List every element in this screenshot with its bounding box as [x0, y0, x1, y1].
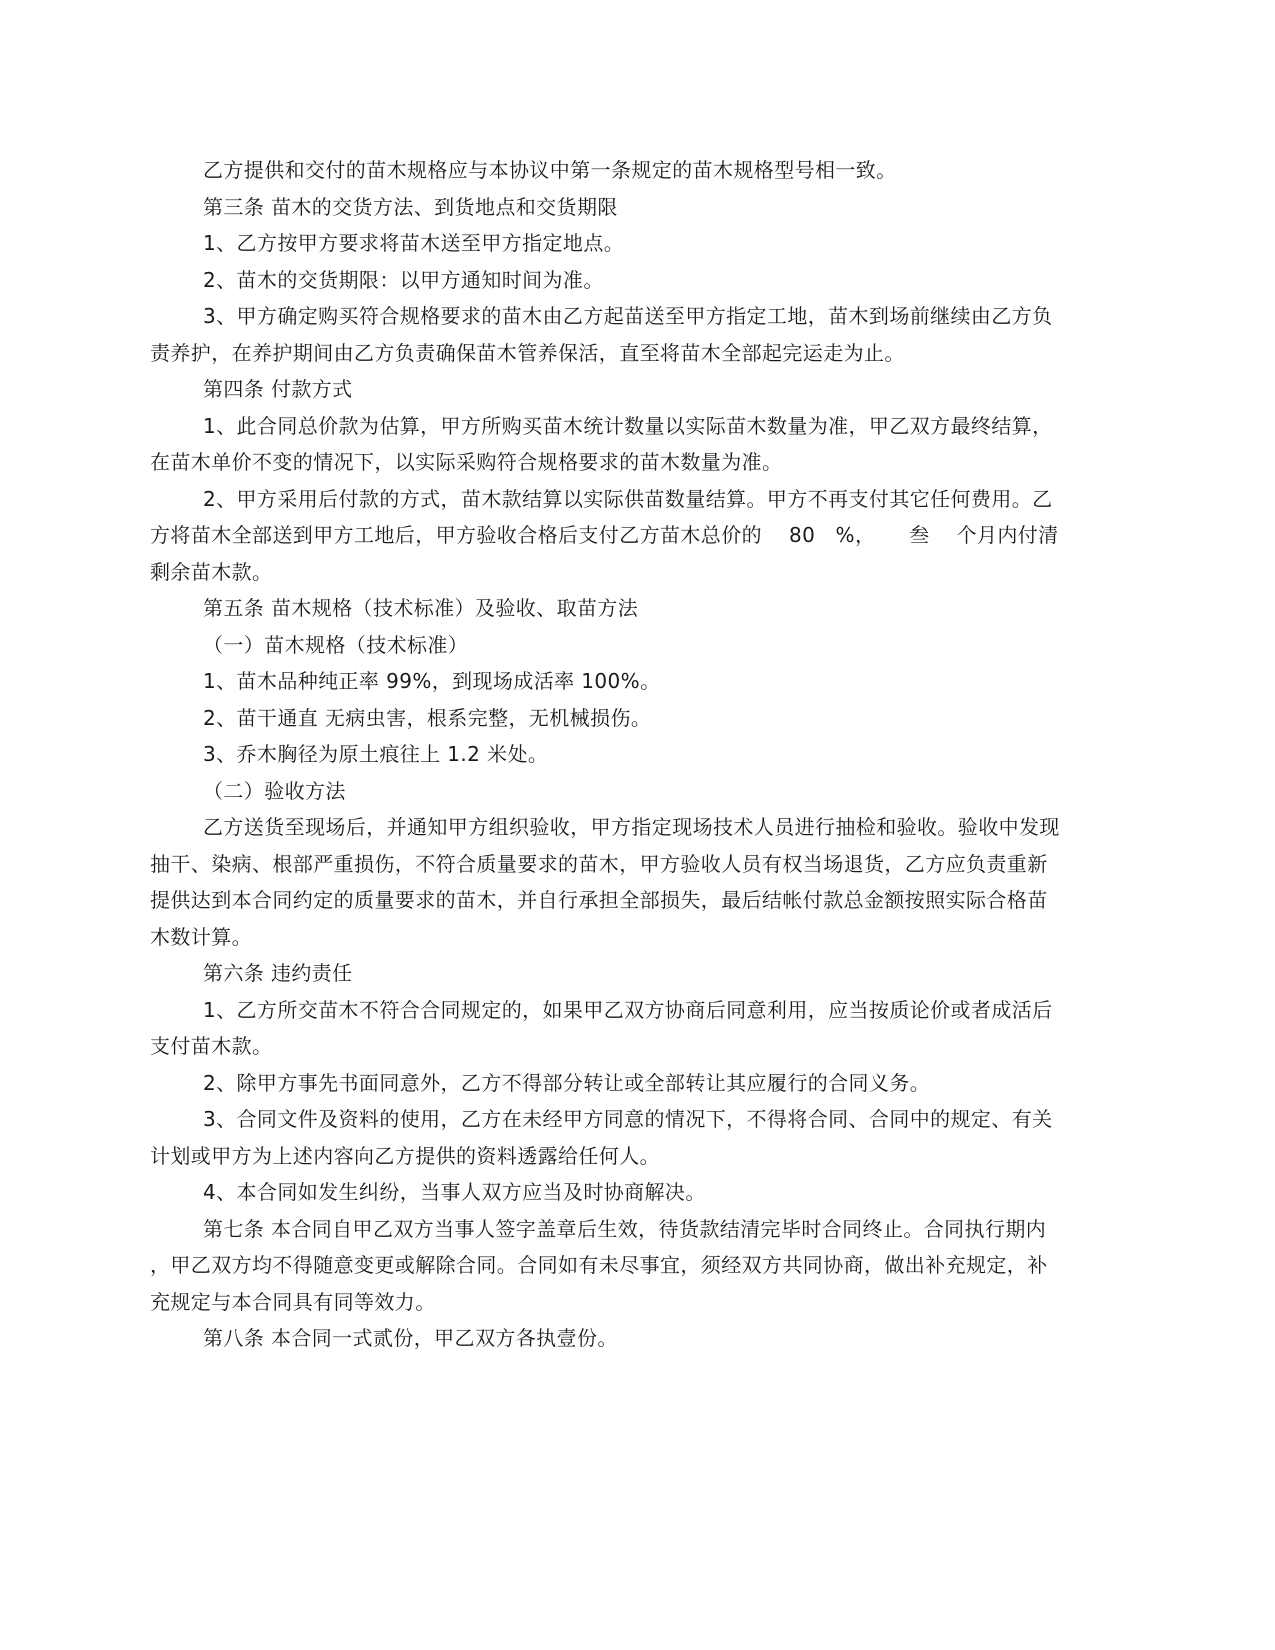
section-1-heading: （一）苗木规格（技术标准）: [203, 632, 469, 657]
article-6-item-1-line-2: 支付苗木款。: [150, 1034, 273, 1058]
section-1-item-3: 3、乔木胸径为原土痕往上 1.2 米处。: [203, 742, 549, 766]
article-6-item-4: 4、本合同如发生纠纷，当事人双方应当及时协商解决。: [203, 1180, 706, 1204]
section-2-body: [150, 809, 1125, 955]
section-2-line-1: 乙方送货至现场后，并通知甲方组织验收，甲方指定现场技术人员进行抽检和验收。验收中发现: [203, 815, 1060, 839]
article-7-line-3: 充规定与本合同具有同等效力。: [150, 1289, 436, 1314]
article-6-item-3-line-2: 计划或甲方为上述内容向乙方提供的资料透露给任何人。: [150, 1143, 660, 1168]
section-1-item-1: 1、苗木品种纯正率 99%，到现场成活率 100%。: [203, 669, 661, 693]
section-2-line-4: 木数计算。: [150, 924, 252, 949]
article-4-item-1: [150, 408, 1125, 481]
article-3-heading: 第三条 苗木的交货方法、到货地点和交货期限: [203, 194, 618, 219]
article-3-item-1: 1、乙方按甲方要求将苗木送至甲方指定地点。: [203, 231, 625, 255]
section-2-line-2: 抽干、染病、根部严重损伤，不符合质量要求的苗木，甲方验收人员有权当场退货，乙方应负责重新: [150, 851, 1048, 876]
article-8: 第八条 本合同一式贰份，甲乙双方各执壹份。: [203, 1326, 618, 1350]
article-7-line-2: ，甲乙双方均不得随意变更或解除合同。合同如有未尽事宜，须经双方共同协商，做出补充规定，补: [150, 1253, 1048, 1277]
section-2-heading: （二）验收方法: [203, 778, 346, 803]
paragraph-spec-consistency: 乙方提供和交付的苗木规格应与本协议中第一条规定的苗木规格型号相一致。: [203, 158, 897, 182]
article-3-item-3-line-1: 3、甲方确定购买符合规格要求的苗木由乙方起苗送至甲方指定工地，苗木到场前继续由乙方负: [203, 304, 1053, 328]
article-7-line-1: 第七条 本合同自甲乙双方当事人签字盖章后生效，待货款结清完毕时合同终止。合同执行期内: [203, 1216, 1047, 1241]
article-4-item-2: [150, 481, 1125, 591]
article-7: [150, 1211, 1125, 1321]
article-5-heading: 第五条 苗木规格（技术标准）及验收、取苗方法: [203, 596, 639, 620]
article-6-item-2: 2、除甲方事先书面同意外，乙方不得部分转让或全部转让其应履行的合同义务。: [203, 1070, 931, 1095]
article-4-item-1-line-1: 1、此合同总价款为估算，甲方所购买苗木统计数量以实际苗木数量为准，甲乙双方最终结算，: [203, 413, 1053, 438]
article-6-item-3: [150, 1101, 1125, 1174]
section-1-item-2: 2、苗干通直 无病虫害，根系完整，无机械损伤。: [203, 705, 652, 730]
article-6-item-3-line-1: 3、合同文件及资料的使用，乙方在未经甲方同意的情况下，不得将合同、合同中的规定、有关: [203, 1107, 1053, 1131]
article-4-item-2-line-1: 2、甲方采用后付款的方式，苗木款结算以实际供苗数量结算。甲方不再支付其它任何费用。乙: [203, 486, 1053, 511]
article-3-item-2: 2、苗木的交货期限：以甲方通知时间为准。: [203, 267, 604, 292]
contract-body: [150, 152, 1125, 1357]
article-4-item-2-line-3: 剩余苗木款。: [150, 559, 273, 584]
article-6-heading: 第六条 违约责任: [203, 961, 353, 985]
article-4-item-1-line-2: 在苗木单价不变的情况下，以实际采购符合规格要求的苗木数量为准。: [150, 450, 783, 474]
article-4-item-2-line-2: 方将苗木全部送到甲方工地后，甲方验收合格后支付乙方苗木总价的 80 %， 叁 个月内付清: [150, 523, 1059, 547]
article-6-item-1-line-1: 1、乙方所交苗木不符合合同规定的，如果甲乙双方协商后同意利用，应当按质论价或者成活后: [203, 997, 1053, 1022]
section-2-line-3: 提供达到本合同约定的质量要求的苗木，并自行承担全部损失，最后结帐付款总金额按照实际合格苗: [150, 888, 1048, 912]
article-3-item-3-line-2: 责养护，在养护期间由乙方负责确保苗木管养保活，直至将苗木全部起完运走为止。: [150, 340, 905, 365]
article-3-item-3: [150, 298, 1125, 371]
article-6-item-1: [150, 992, 1125, 1065]
article-4-heading: 第四条 付款方式: [203, 377, 353, 401]
